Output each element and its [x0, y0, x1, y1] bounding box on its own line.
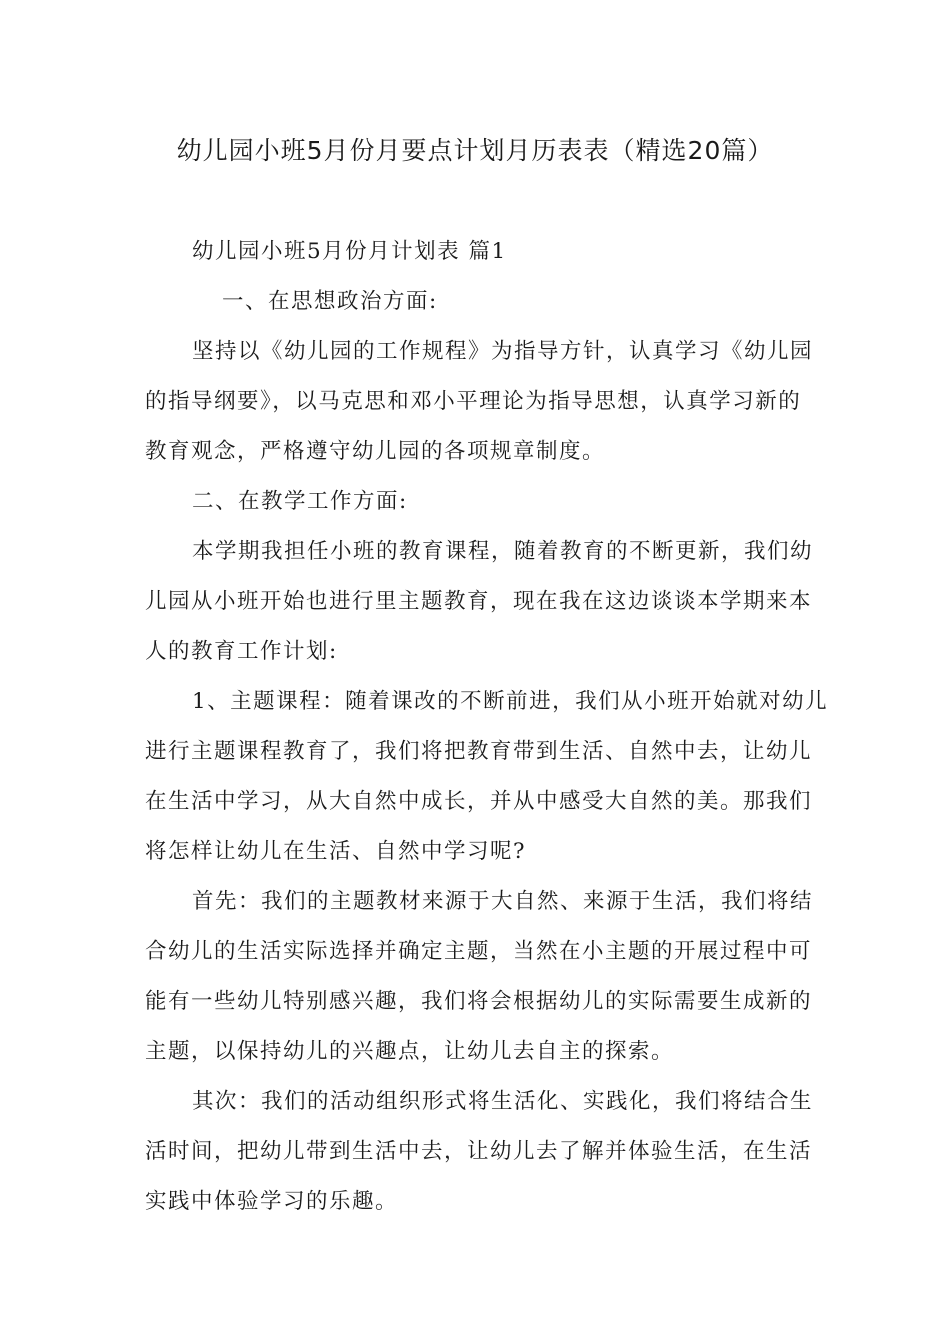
- paragraph-line: 其次：我们的活动组织形式将生活化、实践化，我们将结合生: [192, 1089, 814, 1114]
- paragraph-line: 在生活中学习，从大自然中成长，并从中感受大自然的美。那我们: [145, 789, 813, 814]
- section-heading-teaching: 二、在教学工作方面:: [192, 489, 408, 514]
- document-title: 幼儿园小班5月份月要点计划月历表表（精选20篇）: [176, 136, 774, 165]
- paragraph-line: 首先：我们的主题教材来源于大自然、来源于生活，我们将结: [192, 889, 814, 914]
- paragraph-line: 进行主题课程教育了，我们将把教育带到生活、自然中去，让幼儿: [145, 739, 813, 764]
- paragraph-line: 儿园从小班开始也进行里主题教育，现在我在这边谈谈本学期来本: [145, 589, 813, 614]
- paragraph-line: 1、主题课程：随着课改的不断前进，我们从小班开始就对幼儿: [192, 689, 829, 714]
- paragraph-line: 实践中体验学习的乐趣。: [145, 1189, 399, 1214]
- paragraph-line: 将怎样让幼儿在生活、自然中学习呢?: [145, 839, 527, 864]
- section-heading-political: 一、在思想政治方面:: [222, 289, 438, 314]
- paragraph-line: 教育观念，严格遵守幼儿园的各项规章制度。: [145, 439, 606, 464]
- paragraph-line: 人的教育工作计划:: [145, 639, 338, 664]
- paragraph-line: 坚持以《幼儿园的工作规程》为指导方针，认真学习《幼儿园: [192, 339, 814, 364]
- paragraph-line: 本学期我担任小班的教育课程，随着教育的不断更新，我们幼: [192, 539, 814, 564]
- paragraph-line: 活时间，把幼儿带到生活中去，让幼儿去了解并体验生活，在生活: [145, 1139, 813, 1164]
- document-subtitle: 幼儿园小班5月份月计划表 篇1: [192, 239, 507, 264]
- paragraph-line: 能有一些幼儿特别感兴趣，我们将会根据幼儿的实际需要生成新的: [145, 989, 813, 1014]
- paragraph-line: 的指导纲要》，以马克思和邓小平理论为指导思想，认真学习新的: [145, 389, 802, 414]
- paragraph-line: 主题，以保持幼儿的兴趣点，让幼儿去自主的探索。: [145, 1039, 675, 1064]
- paragraph-line: 合幼儿的生活实际选择并确定主题，当然在小主题的开展过程中可: [145, 939, 813, 964]
